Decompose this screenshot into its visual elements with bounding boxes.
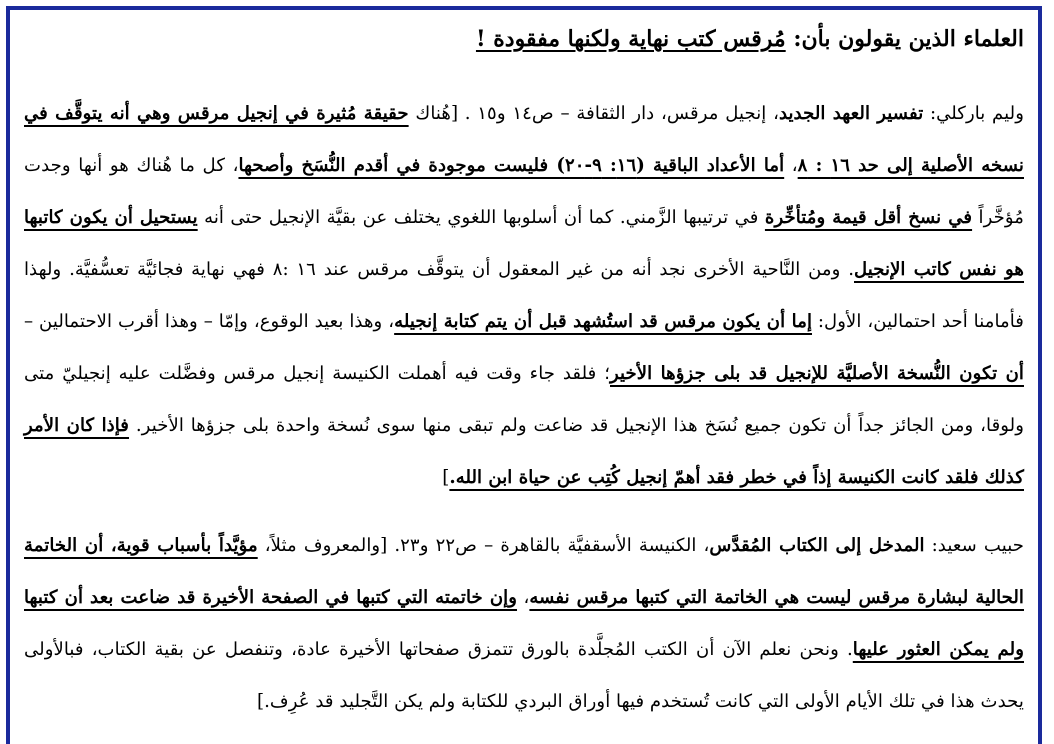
- body-text: ،: [517, 587, 530, 608]
- book-title: تفسير العهد الجديد: [778, 103, 924, 124]
- highlighted-text: يستحيل أن يكون كاتبها هو نفس كاتب الإنجيل: [24, 207, 1024, 280]
- body-text: . ومن النَّاحية الأخرى نجد أنه من غير المعقول أن يتوقَّف مرقس عند ١٦ :٨ فهي نهاية فجائيَّة تعسُّفيَّة. ولهذا فأمامنا أحد احتمالين، الأول:: [24, 259, 1024, 332]
- highlighted-text: مؤيَّداً بأسباب قوية، أن الخاتمة الحالية لبشارة مرقس ليست هي الخاتمة التي كتبها مرقس نفسه: [24, 535, 1024, 608]
- heading-title: مُرقس كتب نهاية ولكنها مفقودة !: [475, 26, 786, 52]
- highlighted-text: حقيقة مُثيرة في إنجيل مرقس وهي أنه يتوقَّف في نسخه الأصلية إلى حد ١٦ : ٨: [24, 103, 1024, 176]
- highlighted-text: إما أن يكون مرقس قد استُشهد قبل أن يتم كتابة إنجيله: [394, 311, 812, 332]
- body-text: في ترتيبها الزَّمني. كما أن أسلوبها اللغوي يختلف عن بقيَّة الإنجيل حتى أنه: [197, 207, 765, 228]
- citation-text: ، الكنيسة الأسقفيَّة بالقاهرة – ص٢٢ و٢٣. [والمعروف مثلاً،: [257, 535, 710, 556]
- body-text: ، كل ما هُناك هو أنها وجدت مُؤخَّراً: [24, 155, 1024, 228]
- document-frame: [6, 6, 1042, 744]
- author-name: حبيب سعيد:: [924, 535, 1024, 556]
- body-text: . ونحن نعلم الآن أن الكتب المُجلَّدة بالورق تتمزق صفحاتها الأخيرة عادة، وتنفصل عن بقية الكتاب، فبالأولى يحدث هذا في تلك الأيام الأولى التي كانت تُستخدم فيها أوراق البردي للكتابة ولم يكن التَّجليد قد عُرِف.]: [24, 639, 1024, 712]
- document-content: [24, 24, 1024, 728]
- closing-bracket: ]: [442, 467, 450, 488]
- body-text: ؛ فلقد جاء وقت فيه أهملت الكنيسة إنجيل مرقس وفضَّلت عليه إنجيليّ متى ولوقا، ومن الجائز جداً أن تكون جميع نُسَخ هذا الإنجيل قد ضاعت ولم تبقى منها سوى نُسخة واحدة بلى جزؤها الأخير.: [24, 363, 1025, 436]
- section-heading: [24, 24, 1024, 54]
- body-text: ، وهذا بعيد الوقوع، وإمّا – وهذا أقرب الاحتمالين –: [24, 311, 395, 332]
- highlighted-text: فإذا كان الأمر كذلك فلقد كانت الكنيسة إذاً في خطر فقد أهمّ إنجيل كُتِب عن حياة ابن الله.: [24, 415, 1024, 488]
- book-title: المدخل إلى الكتاب المُقدَّس: [709, 535, 925, 556]
- citation-text: ، إنجيل مرقس، دار الثقافة – ص١٤ و١٥ . [هُناك: [408, 103, 779, 124]
- highlighted-text: أما الأعداد الباقية (١٦: ٩-٢٠) فليست موجودة في أقدم النُّسَخ وأصحها: [238, 155, 785, 176]
- highlighted-text: أن تكون النُّسخة الأصليَّة للإنجيل قد بلى جزؤها الأخير: [610, 363, 1024, 384]
- quote-barclay: [24, 88, 1024, 504]
- highlighted-text: في نسخ أقل قيمة ومُتأخِّرة: [764, 207, 973, 228]
- highlighted-text: وإن خاتمته التي كتبها في الصفحة الأخيرة قد ضاعت بعد أن كتبها ولم يمكن العثور عليها: [24, 587, 1024, 660]
- quote-habib-said: [24, 520, 1024, 728]
- body-text: ،: [784, 155, 798, 176]
- heading-prefix: العلماء الذين يقولون بأن:: [793, 26, 1024, 52]
- author-name: وليم باركلي:: [923, 103, 1024, 124]
